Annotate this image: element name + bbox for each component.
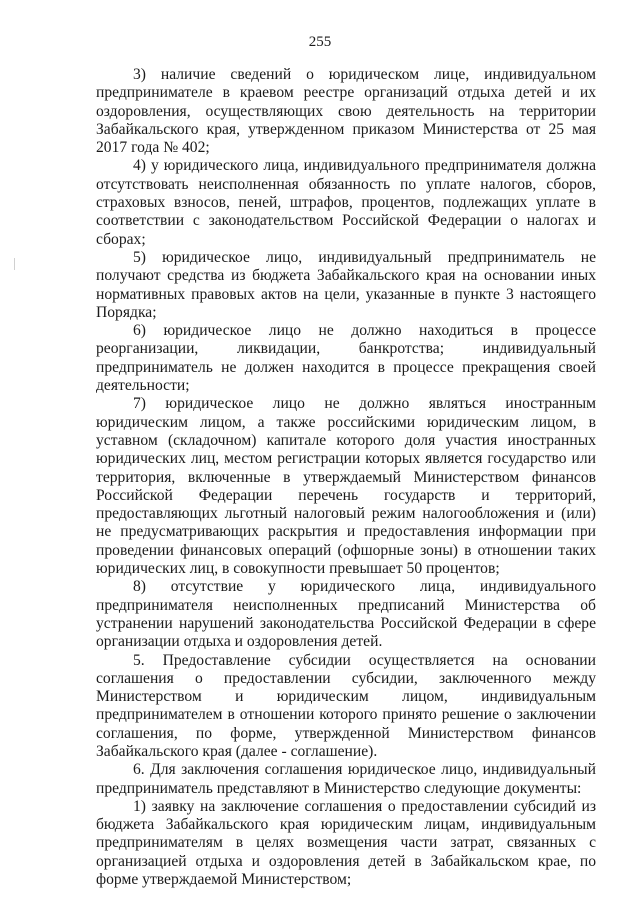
scan-margin-mark [14, 258, 15, 270]
paragraph-section-6: 6. Для заключения соглашения юридическое лицо, индивидуальный предприниматель представляют в Министерство следующие документы: [96, 761, 596, 797]
paragraph-item-8: 8) отсутствие у юридического лица, индивидуального предпринимателя неисполненных предписаний Министерства об устранении нарушений законодательства Российской Федерации в сфере организации отдыха и оздоровления детей. [96, 578, 596, 651]
paragraph-item-6: 6) юридическое лицо не должно находиться в процессе реорганизации, ликвидации, банкротства; индивидуальный предприниматель не должен находится в процессе прекращения своей деятельности; [96, 322, 596, 395]
page-number: 255 [308, 34, 332, 50]
paragraph-item-7: 7) юридическое лицо не должно являться иностранным юридическим лицом, а также российскими юридическим лицом, в уставном (складочном) капитале которого доля участия иностранных юридических лиц, местом регистрации которых является государство или территория, включенные в утверждаемый Министерством финансов Российской Федерации перечень государств и территорий, предоставляющих льготный налоговый режим налогообложения и (или) не предусматривающих раскрытия и предоставления информации при проведении финансовых операций (офшорные зоны) в отношении таких юридических лиц, в совокупности превышает 50 процентов; [96, 395, 596, 578]
paragraph-section-6-item-1: 1) заявку на заключение соглашения о предоставлении субсидий из бюджета Забайкальского края юридическим лицам, индивидуальным предпринимателям в целях возмещения части затрат, связанных с организацией отдыха и оздоровления детей в Забайкальском крае, по форме утверждаемой Министерством; [96, 797, 596, 889]
paragraph-item-3: 3) наличие сведений о юридическом лице, индивидуальном предпринимателе в краевом реестре организаций отдыха детей и их оздоровления, осуществляющих свою деятельность на территории Забайкальского края, утвержденном приказом Министерства от 25 мая 2017 года № 402; [96, 66, 596, 157]
paragraph-item-4: 4) у юридического лица, индивидуального предпринимателя должна отсутствовать неисполненная обязанность по уплате налогов, сборов, страховых взносов, пеней, штрафов, процентов, подлежащих уплате в соответствии с законодательством Российской Федерации о налогах и сборах; [96, 157, 596, 248]
paragraph-section-5: 5. Предоставление субсидии осуществляется на основании соглашения о предоставлении субсидии, заключенного между Министерством и юридическим лицом, индивидуальным предпринимателем в отношении которого принято решение о заключении соглашения, по форме, утвержденной Министерством финансов Забайкальского края (далее - соглашение). [96, 651, 596, 760]
paragraph-item-5: 5) юридическое лицо, индивидуальный предприниматель не получают средства из бюджета Забайкальского края на основании иных нормативных правовых актов на цели, указанные в пункте 3 настоящего Порядка; [96, 248, 596, 321]
document-body [96, 66, 596, 889]
